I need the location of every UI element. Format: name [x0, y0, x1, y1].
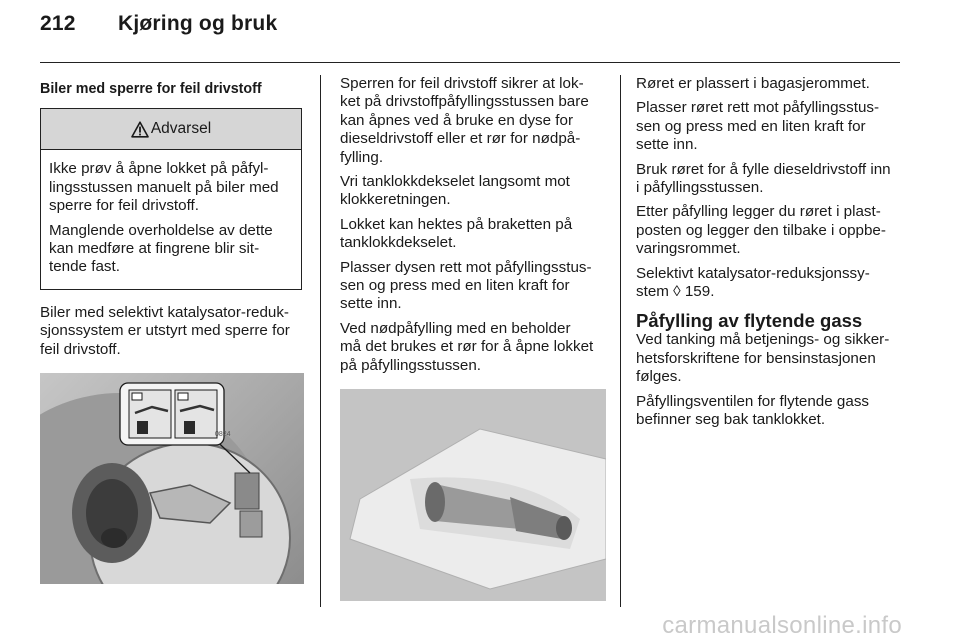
body-paragraph: Lokket kan hektes på braketten på tanklokkdekselet. [340, 215, 573, 252]
body-paragraph: Røret er plassert i bagasjerommet. [636, 75, 870, 92]
body-paragraph: Plasser dysen rett mot påfyllingsstus- sen og press med en liten kraft for sette inn. [340, 258, 592, 313]
body-paragraph: Vri tanklokkdekselet langsomt mot klokkeretningen. [340, 173, 570, 209]
cross-reference: Selektivt katalysator-reduksjonssy- stem ◊ 159. [636, 264, 870, 301]
body-paragraph: Plasser røret rett mot påfyllingsstus- sen og press med en liten kraft for sette inn. [636, 99, 880, 154]
page-title: Kjøring og bruk [118, 12, 278, 35]
warning-body [41, 150, 301, 288]
warning-text: Ikke prøv å åpne lokket på påfyl- lingsstussen manuelt på biler med sperre for feil drivstoff. [49, 160, 279, 215]
warning-header [41, 109, 301, 150]
warning-box [40, 108, 302, 289]
body-paragraph: Biler med selektivt katalysator-reduk- sjonssystem er utstyrt med sperre for feil drivstoff. [40, 303, 290, 358]
body-paragraph: Sperren for feil drivstoff sikrer at lok- ket på drivstoffpåfyllingsstussen bare kan åpnes ved å bruke en dyse for dieseldrivstoff eller et rør for nødpå- fylling. [340, 75, 589, 166]
fuel-filler-flap-photo [40, 373, 304, 584]
header-rule [40, 62, 900, 63]
page-number: 212 [40, 12, 76, 35]
warning-title: Advarsel [150, 120, 212, 138]
column-3 [636, 75, 904, 436]
body-paragraph: Etter påfylling legger du røret i plast- posten og legger den tilbake i oppbe- varingsrommet. [636, 203, 886, 258]
column-1 [40, 75, 304, 584]
column-divider [320, 75, 321, 607]
column-2 [340, 75, 606, 601]
warning-triangle-icon [131, 121, 149, 138]
column-divider [620, 75, 621, 607]
body-paragraph: Påfyllingsventilen for flytende gass befinner seg bak tanklokket. [636, 392, 870, 429]
body-paragraph: Ved nødpåfylling med en beholder må det brukes et rør for å åpne lokket på påfyllingsstussen. [340, 319, 594, 374]
page-header [40, 12, 277, 36]
body-paragraph: Bruk røret for å fylle dieseldrivstoff inn i påfyllingsstussen. [636, 160, 891, 197]
body-paragraph: Ved tanking må betjenings- og sikker- hetsforskriftene for bensinstasjonen følges. [636, 331, 890, 386]
emergency-filling-tube-photo [340, 389, 606, 601]
figure-code: 0824 [215, 431, 231, 439]
section-title: Biler med sperre for feil drivstoff [40, 81, 262, 97]
warning-text: Manglende overholdelse av dette kan medføre at fingrene blir sit- tende fast. [49, 221, 273, 276]
watermark: carmanualsonline.info [662, 612, 902, 639]
subheading: Påfylling av flytende gass [636, 310, 863, 332]
